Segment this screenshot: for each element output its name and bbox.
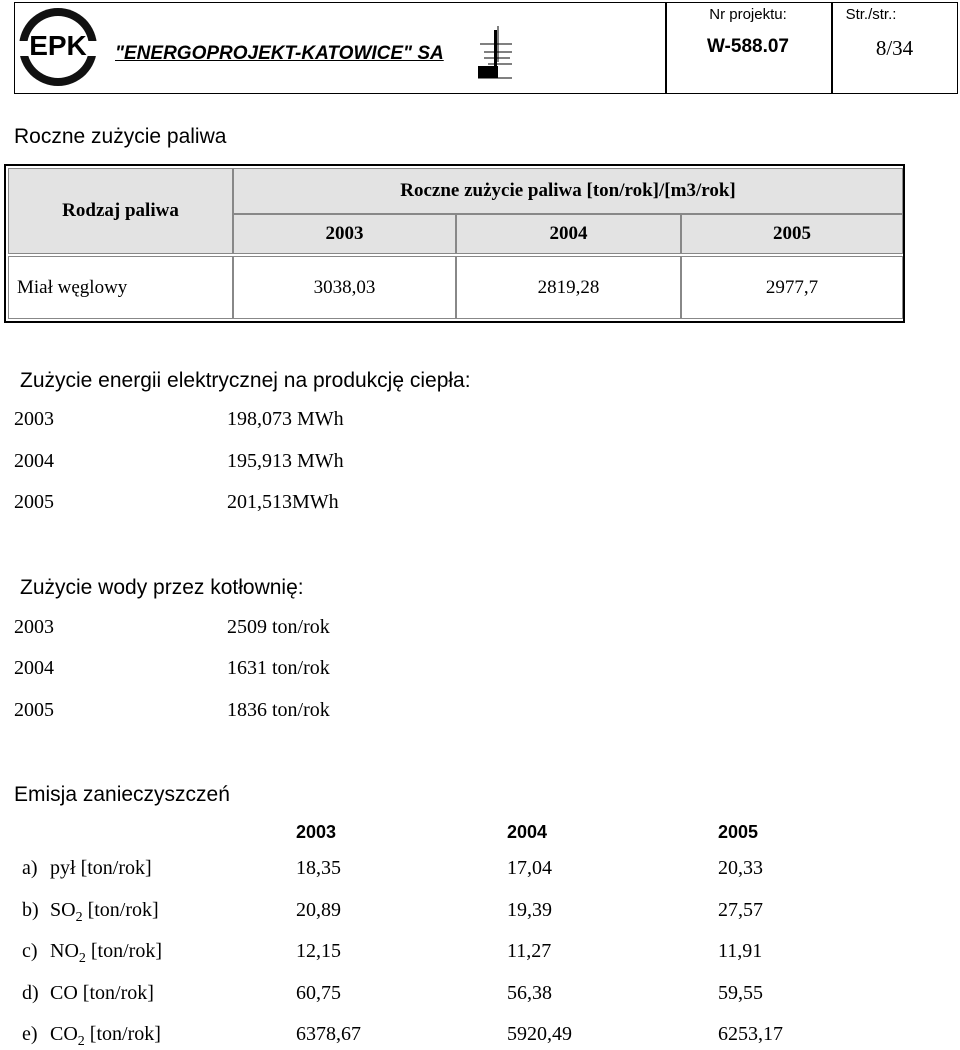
emission-value: 20,33 <box>718 857 763 879</box>
column-header-consumption: Roczne zużycie paliwa [ton/rok]/[m3/rok] <box>233 168 903 214</box>
emissions-heading: Emisja zanieczyszczeń <box>14 783 230 806</box>
company-emblem <box>474 22 516 82</box>
emission-value: 20,89 <box>296 899 341 921</box>
emission-item-letter: a) <box>22 857 38 879</box>
emission-value: 12,15 <box>296 940 341 962</box>
project-number-label: Nr projektu: <box>709 6 787 23</box>
svg-text:EPK: EPK <box>29 30 87 61</box>
electricity-value: 195,913 MWh <box>227 450 344 472</box>
emissions-year-header: 2004 <box>507 822 548 842</box>
electricity-year: 2004 <box>14 450 54 472</box>
column-header-fuel-type: Rodzaj paliwa <box>8 168 233 254</box>
fuel-value-cell: 2977,7 <box>681 256 903 319</box>
emission-value: 18,35 <box>296 857 341 879</box>
water-value: 1631 ton/rok <box>227 657 330 679</box>
emission-item-letter: c) <box>22 940 38 962</box>
company-name: "ENERGOPROJEKT-KATOWICE" SA <box>115 43 444 64</box>
water-year: 2005 <box>14 699 54 721</box>
emission-value: 60,75 <box>296 982 341 1004</box>
emission-pollutant-label: CO [ton/rok] <box>50 982 154 1004</box>
emission-value: 56,38 <box>507 982 552 1004</box>
emission-value: 11,27 <box>507 940 552 962</box>
page-number: 8/34 <box>875 36 914 60</box>
emission-value: 6253,17 <box>718 1023 783 1045</box>
emission-value: 17,04 <box>507 857 552 879</box>
water-year: 2003 <box>14 616 54 638</box>
fuel-heading: Roczne zużycie paliwa <box>14 125 227 148</box>
electricity-year: 2005 <box>14 491 54 513</box>
emission-pollutant-label: pył [ton/rok] <box>50 857 152 879</box>
emission-pollutant-label: $SO_2$ [ton/rok] <box>50 899 159 925</box>
fuel-value-cell: 2819,28 <box>456 256 681 319</box>
electricity-year: 2003 <box>14 408 54 430</box>
fuel-table <box>4 164 905 323</box>
water-year: 2004 <box>14 657 54 679</box>
year-header: 2004 <box>456 214 681 254</box>
emissions-year-header: 2003 <box>296 822 337 842</box>
emission-value: 5920,49 <box>507 1023 572 1045</box>
water-heading: Zużycie wody przez kotłownię: <box>20 576 304 599</box>
emission-item-letter: b) <box>22 899 39 921</box>
year-header: 2003 <box>233 214 456 254</box>
emission-value: 11,91 <box>718 940 763 962</box>
electricity-value: 201,513MWh <box>227 491 339 513</box>
emission-value: 6378,67 <box>296 1023 361 1045</box>
electricity-value: 198,073 MWh <box>227 408 344 430</box>
emission-value: 27,57 <box>718 899 763 921</box>
emission-pollutant-label: $NO_2$ [ton/rok] <box>50 940 162 966</box>
emission-value: 59,55 <box>718 982 763 1004</box>
page-label: Str./str.: <box>845 6 897 23</box>
fuel-type-cell: Miał węglowy <box>8 256 233 319</box>
water-value: 2509 ton/rok <box>227 616 330 638</box>
emission-value: 19,39 <box>507 899 552 921</box>
emission-pollutant-label: $CO_2$ [ton/rok] <box>50 1023 161 1049</box>
emissions-year-header: 2005 <box>718 822 759 842</box>
epk-logo <box>17 6 99 88</box>
emission-item-letter: e) <box>22 1023 38 1045</box>
emission-item-letter: d) <box>22 982 39 1004</box>
water-value: 1836 ton/rok <box>227 699 330 721</box>
project-number: W-588.07 <box>707 36 789 57</box>
electricity-heading: Zużycie energii elektrycznej na produkcję ciepła: <box>20 369 471 392</box>
fuel-value-cell: 3038,03 <box>233 256 456 319</box>
year-header: 2005 <box>681 214 903 254</box>
